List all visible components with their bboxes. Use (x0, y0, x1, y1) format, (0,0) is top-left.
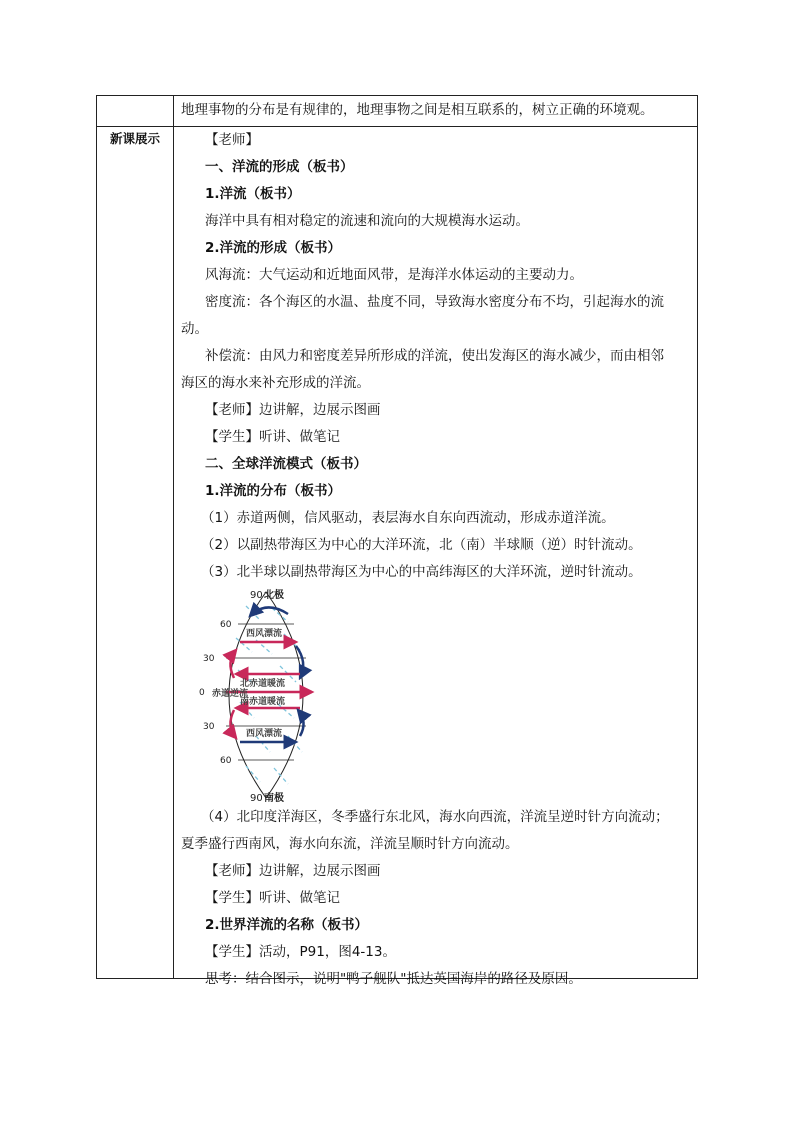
text-line: 思考：结合图示，说明"鸭子舰队"抵达英国海岸的路径及原因。 (205, 971, 582, 987)
text-line: 海洋中具有相对稳定的流速和流向的大规模海水运动。 (205, 213, 529, 229)
ocean-current-figure (196, 586, 336, 804)
column-divider (173, 96, 174, 978)
heading-line: 2.洋流的形成（板书） (205, 240, 342, 256)
south-pole-label: 南极 (264, 793, 284, 804)
text-line: 动。 (181, 321, 208, 337)
text-line: （2）以副热带海区为中心的大洋环流，北（南）半球顺（逆）时针流动。 (201, 537, 642, 553)
text-line: （3）北半球以副热带海区为中心的中高纬海区的大洋环流，逆时针流动。 (201, 564, 642, 580)
text-line: （1）赤道两侧，信风驱动，表层海水自东向西流动，形成赤道洋流。 (201, 510, 615, 526)
westerly-drift-south-label: 西风漂流 (246, 729, 283, 739)
text-line: 补偿流：由风力和密度差异所形成的洋流，使出发海区的海水减少，而由相邻 (205, 348, 664, 364)
text-line: 夏季盛行西南风，海水向东流，洋流呈顺时针方向流动。 (181, 836, 519, 852)
north-pole-value: 90 (250, 590, 263, 601)
lesson-content (181, 127, 693, 993)
text-line: 海区的海水来补充形成的洋流。 (181, 375, 370, 391)
text-line: 风海流：大气运动和近地面风带，是海洋水体运动的主要动力。 (205, 267, 583, 283)
text-line: 【学生】活动，P91，图4-13。 (205, 944, 396, 960)
heading-line: 2.世界洋流的名称（板书） (205, 917, 369, 933)
objective-text: 地理事物的分布是有规律的，地理事物之间是相互联系的，树立正确的环境观。 (181, 102, 654, 118)
text-line: 【老师】边讲解，边展示图画 (205, 863, 381, 879)
text-line: 【老师】 (205, 132, 259, 148)
text-line: 【学生】听讲、做笔记 (205, 890, 340, 906)
text-line: 密度流：各个海区的水温、盐度不同，导致海水密度分布不均，引起海水的流 (205, 294, 664, 310)
westerly-drift-north-label: 西风漂流 (246, 629, 283, 639)
lat-label-30n: 30 (203, 654, 215, 664)
heading-line: 二、全球洋流模式（板书） (205, 456, 367, 472)
heading-line: 1.洋流的分布（板书） (205, 483, 342, 499)
lat-label-0: 0 (199, 688, 205, 698)
text-line: （4）北印度洋海区，冬季盛行东北风，海水向西流，洋流呈逆时针方向流动； (201, 809, 669, 825)
text-line: 【老师】边讲解，边展示图画 (205, 402, 381, 418)
text-line: 【学生】听讲、做笔记 (205, 429, 340, 445)
heading-line: 1.洋流（板书） (205, 186, 301, 202)
lat-label-60s: 60 (220, 756, 232, 766)
lesson-table (96, 95, 698, 987)
south-pole-value: 90 (250, 793, 263, 804)
north-equatorial-label: 北赤道暖流 (240, 679, 286, 689)
section-label: 新课展示 (109, 131, 160, 146)
south-equatorial-label: 南赤道暖流 (240, 697, 286, 707)
lat-label-60n: 60 (220, 620, 232, 630)
ocean-current-diagram (181, 586, 693, 804)
north-pole-label: 北极 (264, 590, 284, 601)
lat-label-30s: 30 (203, 722, 215, 732)
heading-line: 一、洋流的形成（板书） (205, 159, 354, 175)
equatorial-counter-label: 赤道逆流 (212, 689, 249, 699)
